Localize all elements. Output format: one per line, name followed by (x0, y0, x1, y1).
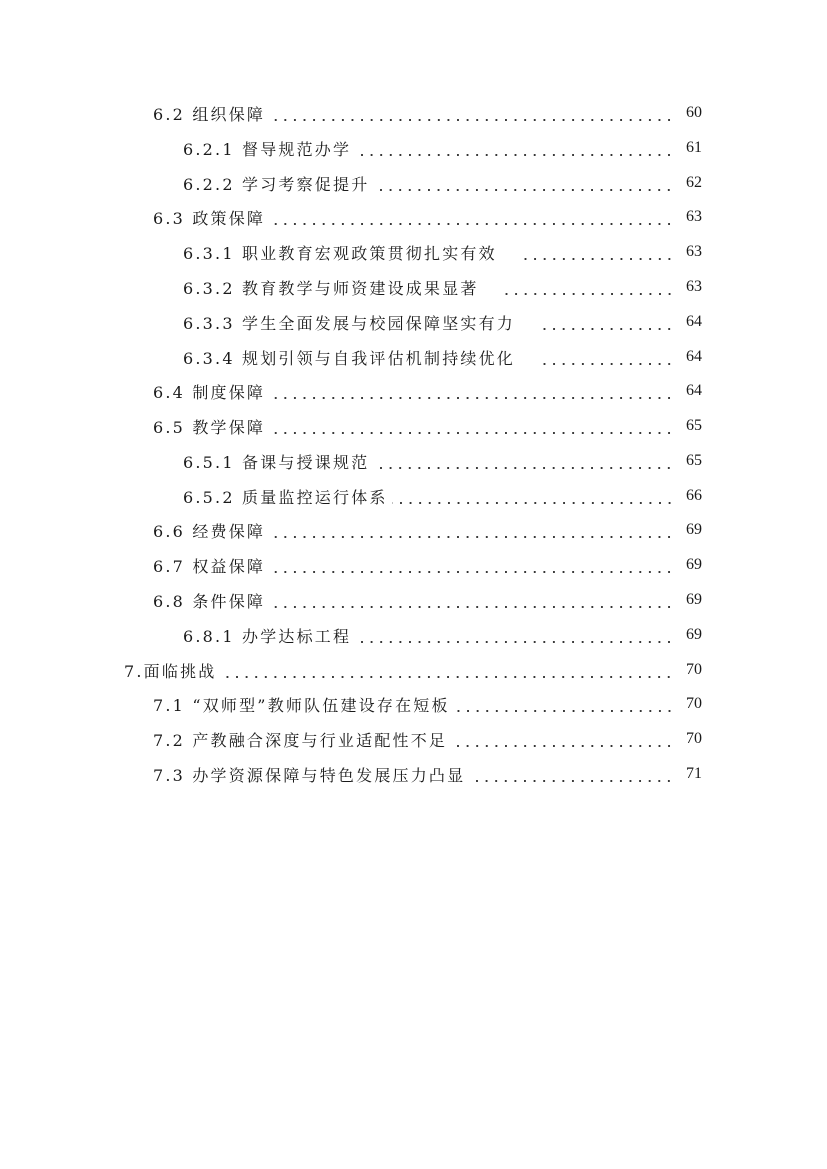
toc-page-number: 70 (686, 661, 702, 678)
dot-leader (269, 200, 674, 234)
toc-entry[interactable] (0, 96, 827, 130)
dot-leader (373, 444, 674, 478)
dot-leader (355, 131, 674, 165)
toc-entry[interactable] (0, 200, 827, 234)
toc-entry-title: 6.3.3 学生全面发展与校园保障坚实有力 (183, 313, 515, 333)
toc-entry-title: 6.6 经费保障 (153, 521, 266, 541)
dot-leader (269, 96, 674, 130)
toc-entry-title: 6.3 政策保障 (153, 208, 266, 228)
toc-entry[interactable] (0, 687, 827, 721)
toc-page-number: 70 (686, 695, 702, 712)
toc-page-number: 61 (686, 139, 702, 156)
dot-leader (269, 409, 674, 443)
toc-entry[interactable] (0, 583, 827, 617)
toc-entry[interactable] (0, 757, 827, 791)
toc-entry-title: 6.8 条件保障 (153, 591, 266, 611)
dot-leader (373, 166, 674, 200)
toc-entry-title: 7.3 办学资源保障与特色发展压力凸显 (153, 765, 466, 785)
toc-page-number: 64 (686, 348, 702, 365)
toc-entry-title: 6.5.2 质量监控运行体系 (183, 487, 388, 507)
toc-entry-title: 6.5.1 备课与授课规范 (183, 452, 370, 472)
dot-leader (269, 583, 674, 617)
toc-entry-title: 7.1 “双师型”教师队伍建设存在短板 (153, 695, 450, 715)
dot-leader (454, 687, 674, 721)
toc-entry-title: 7.面临挑战 (124, 661, 217, 681)
toc-entry[interactable] (0, 722, 827, 756)
dot-leader (503, 270, 674, 304)
toc-page-number: 65 (686, 417, 702, 434)
dot-leader (539, 340, 674, 374)
toc-page-number: 64 (686, 382, 702, 399)
toc-page-number: 62 (686, 174, 702, 191)
toc-entry-title: 6.3.1 职业教育宏观政策贯彻扎实有效 (183, 243, 497, 263)
toc-page-number: 70 (686, 730, 702, 747)
toc-entry[interactable] (0, 235, 827, 269)
toc-page-number: 66 (686, 487, 702, 504)
toc-entry[interactable] (0, 479, 827, 513)
toc-entry-title: 6.4 制度保障 (153, 382, 266, 402)
toc-entry-title: 6.3.2 教育教学与师资建设成果显著 (183, 278, 479, 298)
dot-leader (392, 479, 674, 513)
toc-page-number: 69 (686, 626, 702, 643)
toc-page-number: 63 (686, 278, 702, 295)
toc-page-number: 69 (686, 521, 702, 538)
dot-leader (451, 722, 674, 756)
toc-page-number: 69 (686, 591, 702, 608)
dot-leader (539, 305, 674, 339)
toc-page-number: 71 (686, 765, 702, 782)
toc-page-number: 69 (686, 556, 702, 573)
dot-leader (269, 513, 674, 547)
toc-entry[interactable] (0, 131, 827, 165)
toc-entry-title: 7.2 产教融合深度与行业适配性不足 (153, 730, 448, 750)
toc-entry-title: 6.7 权益保障 (153, 556, 266, 576)
toc-entry-title: 6.2 组织保障 (153, 104, 266, 124)
toc-entry[interactable] (0, 444, 827, 478)
toc-entry-title: 6.8.1 办学达标工程 (183, 626, 352, 646)
dot-leader (269, 374, 674, 408)
toc-entry[interactable] (0, 166, 827, 200)
toc-entry[interactable] (0, 653, 827, 687)
toc-entry[interactable] (0, 513, 827, 547)
toc-entry[interactable] (0, 340, 827, 374)
dot-leader (521, 235, 674, 269)
toc-entry[interactable] (0, 270, 827, 304)
toc-page-number: 65 (686, 452, 702, 469)
toc-entry-title: 6.3.4 规划引领与自我评估机制持续优化 (183, 348, 515, 368)
dot-leader (220, 653, 674, 687)
toc-entry[interactable] (0, 409, 827, 443)
dot-leader (355, 618, 674, 652)
toc-entry-title: 6.2.1 督导规范办学 (183, 139, 352, 159)
toc-entry[interactable] (0, 548, 827, 582)
toc-entry[interactable] (0, 374, 827, 408)
toc-page-number: 63 (686, 208, 702, 225)
toc-entry[interactable] (0, 618, 827, 652)
toc-page-number: 63 (686, 243, 702, 260)
toc-page-number: 60 (686, 104, 702, 121)
toc-entry-title: 6.2.2 学习考察促提升 (183, 174, 370, 194)
toc-entry[interactable] (0, 305, 827, 339)
dot-leader (469, 757, 674, 791)
dot-leader (269, 548, 674, 582)
toc-page-number: 64 (686, 313, 702, 330)
toc-entry-title: 6.5 教学保障 (153, 417, 266, 437)
